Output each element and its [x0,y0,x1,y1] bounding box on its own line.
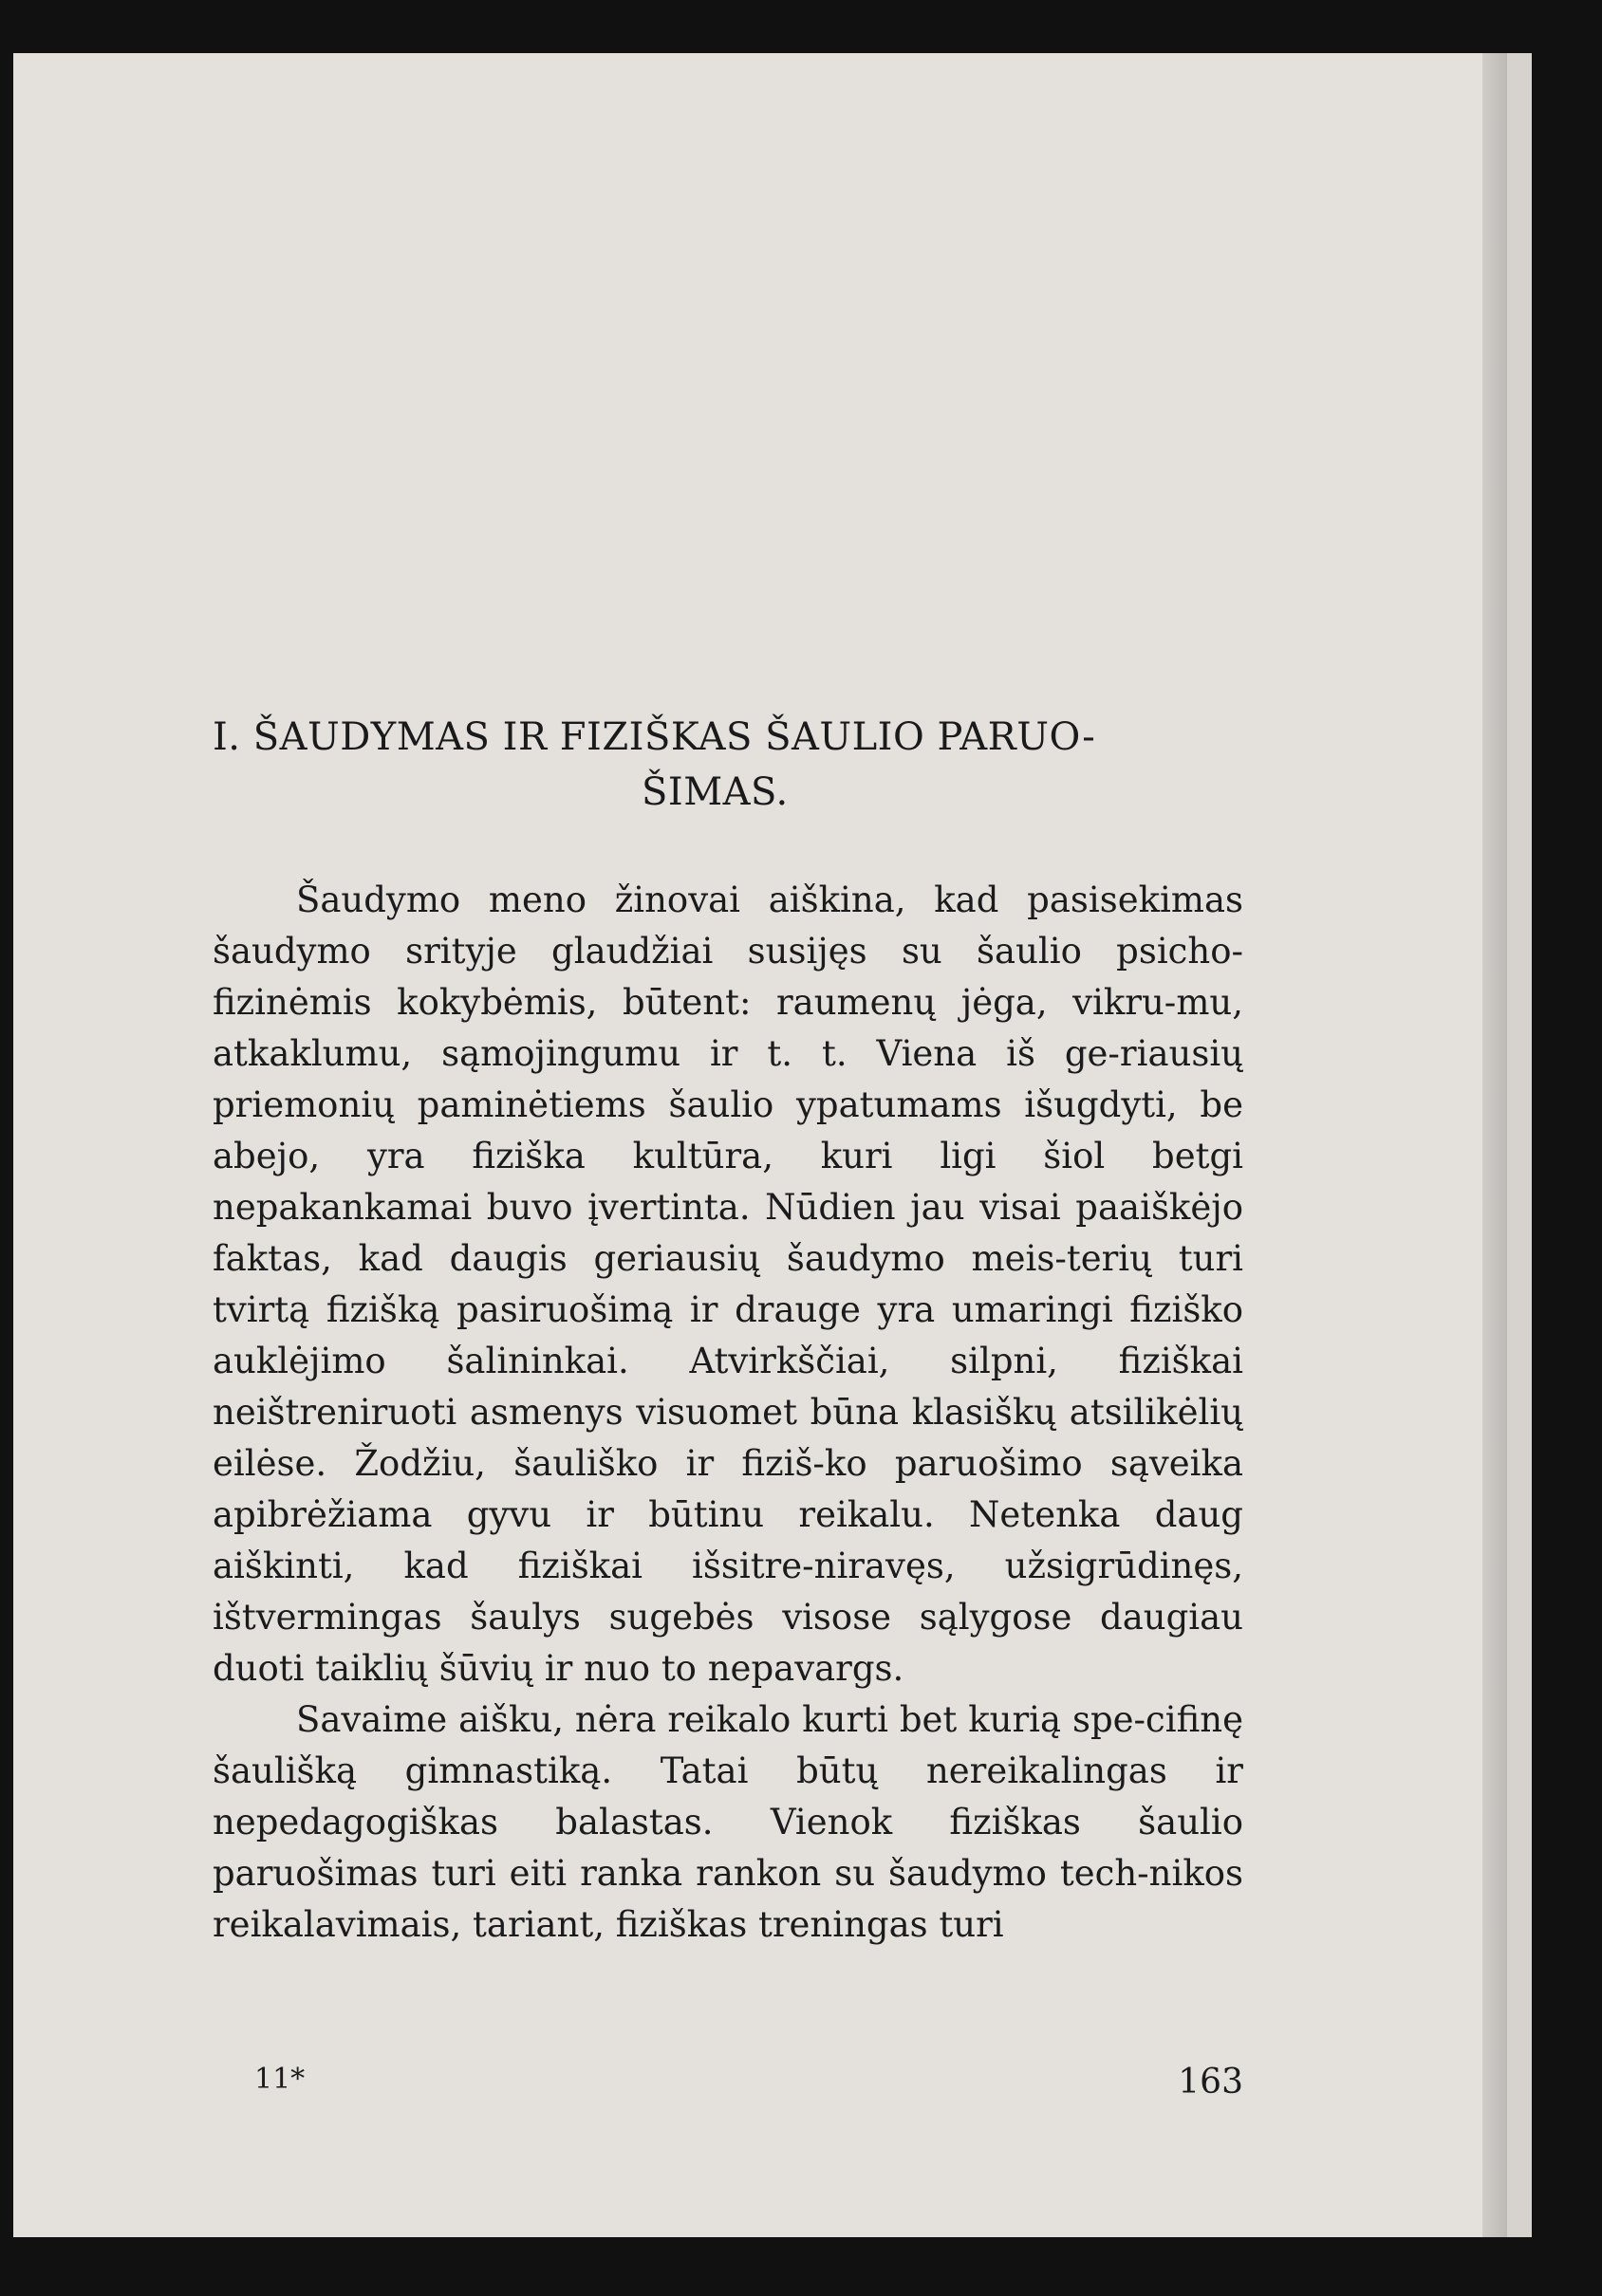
printer-signature: 11* [254,2063,306,2096]
page-number: 163 [1178,2063,1243,2102]
chapter-heading-line2: ŠIMAS. [642,770,789,814]
chapter-heading-line1: I. ŠAUDYMAS IR FIZIŠKAS ŠAULIO PARUO- [213,715,1096,759]
page-edge [1482,53,1507,2237]
body-text [213,875,1243,1951]
book-page [13,53,1532,2237]
paragraph-2: Savaime aišku, nėra reikalo kurti bet kurią spe-cifinę šaulišką gimnastiką. Tatai būtų nereikalingas ir nepedagogiškas balastas. Vienok fiziškas šaulio paruošimas turi eiti ranka rankon su šaudymo tech-nikos reikalavimais, tariant, fiziškas treningas turi [213,1699,1243,1945]
paragraph-1: Šaudymo meno žinovai aiškina, kad pasisekimas šaudymo srityje glaudžiai susijęs su šaulio psicho-fizinėmis kokybėmis, būtent: raumenų jėga, vikru-mu, atkaklumu, sąmojingumu ir t. t. Viena iš ge-riausių priemonių paminėtiems šaulio ypatumams išugdyti, be abejo, yra fiziška kultūra, kuri ligi šiol betgi nepakankamai buvo įvertinta. Nūdien jau visai paaiškėjo faktas, kad daugis geriausių šaudymo meis-terių turi tvirtą fizišką pasiruošimą ir drauge yra umaringi fiziško auklėjimo šalininkai. Atvirkščiai, silpni, fiziškai neištreniruoti asmenys visuomet būna klasiškų atsilikėlių eilėse. Žodžiu, šauliško ir fiziš-ko paruošimo sąveika apibrėžiama gyvu ir būtinu reikalu. Netenka daug aiškinti, kad fiziškai išsitre-niravęs, užsigrūdinęs, ištvermingas šaulys sugebės visose sąlygose daugiau duoti taiklių šūvių ir nuo to nepavargs. [213,880,1243,1689]
chapter-heading [213,710,1266,820]
